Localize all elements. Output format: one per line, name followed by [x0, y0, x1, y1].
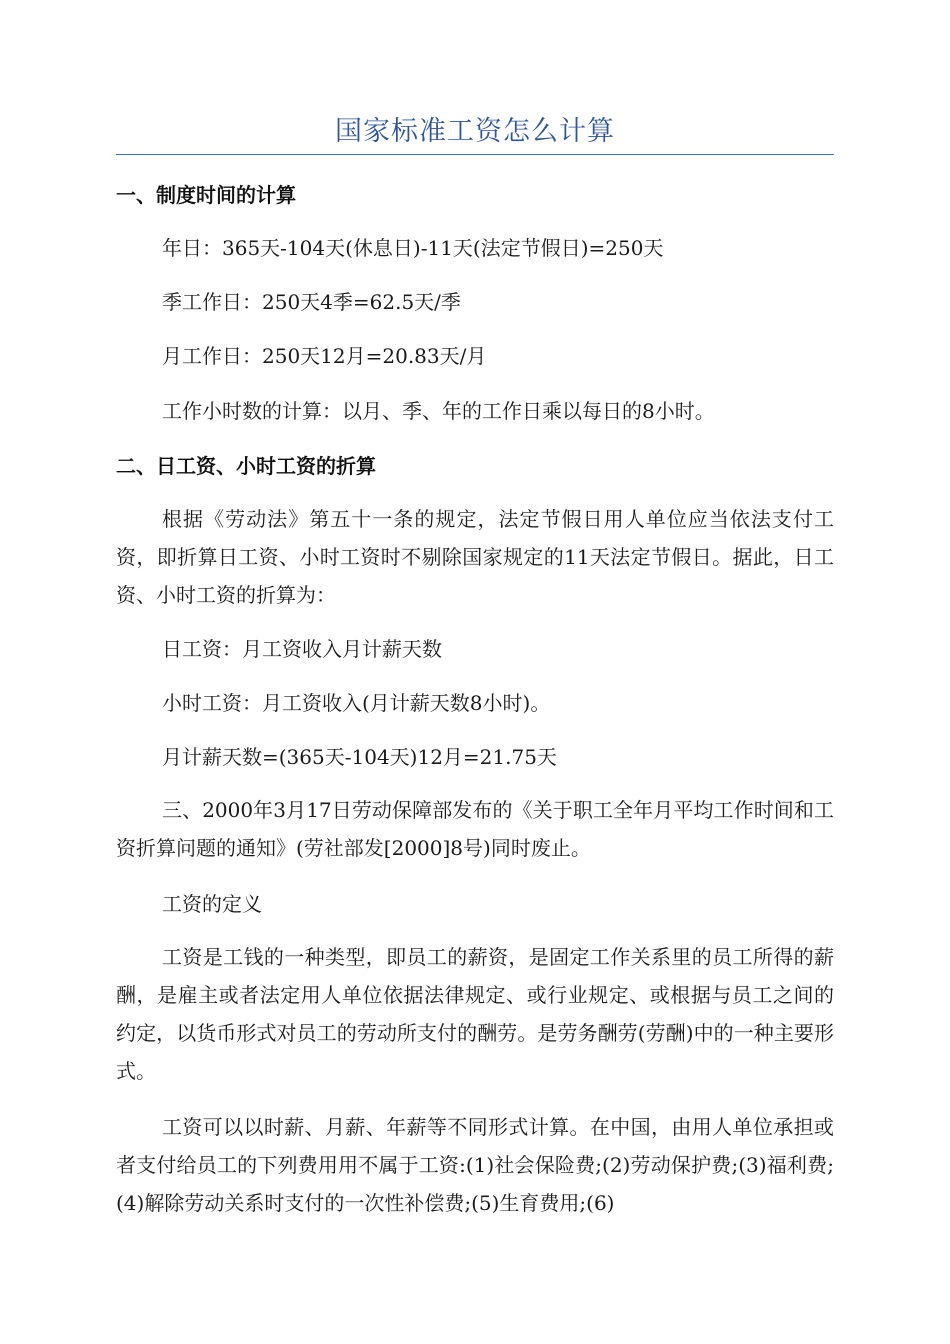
monthly-paid-days-line: 月计薪天数=(365天-104天)12月=21.75天: [162, 745, 557, 769]
title-underline: [116, 154, 834, 155]
wage-forms-paragraph: 工资可以以时薪、月薪、年薪等不同形式计算。在中国，由用人单位承担或者支付给员工的下列费用用不属于工资:(1)社会保险费;(2)劳动保护费;(3)福利费;(4)解除劳动关系时支付的一次性补偿费;(5)生育费用;(6): [116, 1115, 834, 1215]
section1-heading: 一、制度时间的计算: [116, 183, 296, 207]
hourly-wage-line: 小时工资：月工资收入(月计薪天数8小时)。: [162, 691, 551, 715]
workday-year-line: 年日：365天-104天(休息日)-11天(法定节假日)=250天: [162, 236, 664, 260]
wage-definition-heading: 工资的定义: [162, 892, 262, 916]
workday-month-line: 月工作日：250天12月=20.83天/月: [162, 344, 487, 368]
daily-wage-line: 日工资：月工资收入月计薪天数: [162, 637, 442, 661]
section2-heading: 二、日工资、小时工资的折算: [116, 454, 376, 478]
labor-law-paragraph: 根据《劳动法》第五十一条的规定，法定节假日用人单位应当依法支付工资，即折算日工资、小时工资时不剔除国家规定的11天法定节假日。据此，日工资、小时工资的折算为：: [116, 507, 834, 607]
work-hours-line: 工作小时数的计算：以月、季、年的工作日乘以每日的8小时。: [162, 399, 715, 423]
wage-definition-paragraph: 工资是工钱的一种类型，即员工的薪资，是固定工作关系里的员工所得的薪酬，是雇主或者法定用人单位依据法律规定、或行业规定、或根据与员工之间的约定，以货币形式对员工的劳动所支付的酬劳。是劳务酬劳(劳酬)中的一种主要形式。: [116, 945, 834, 1083]
page-title: 国家标准工资怎么计算: [335, 116, 615, 147]
workday-quarter-line: 季工作日：250天4季=62.5天/季: [162, 290, 461, 314]
repeal-notice-paragraph: 三、2000年3月17日劳动保障部发布的《关于职工全年月平均工作时间和工资折算问题的通知》(劳社部发[2000]8号)同时废止。: [116, 798, 834, 860]
